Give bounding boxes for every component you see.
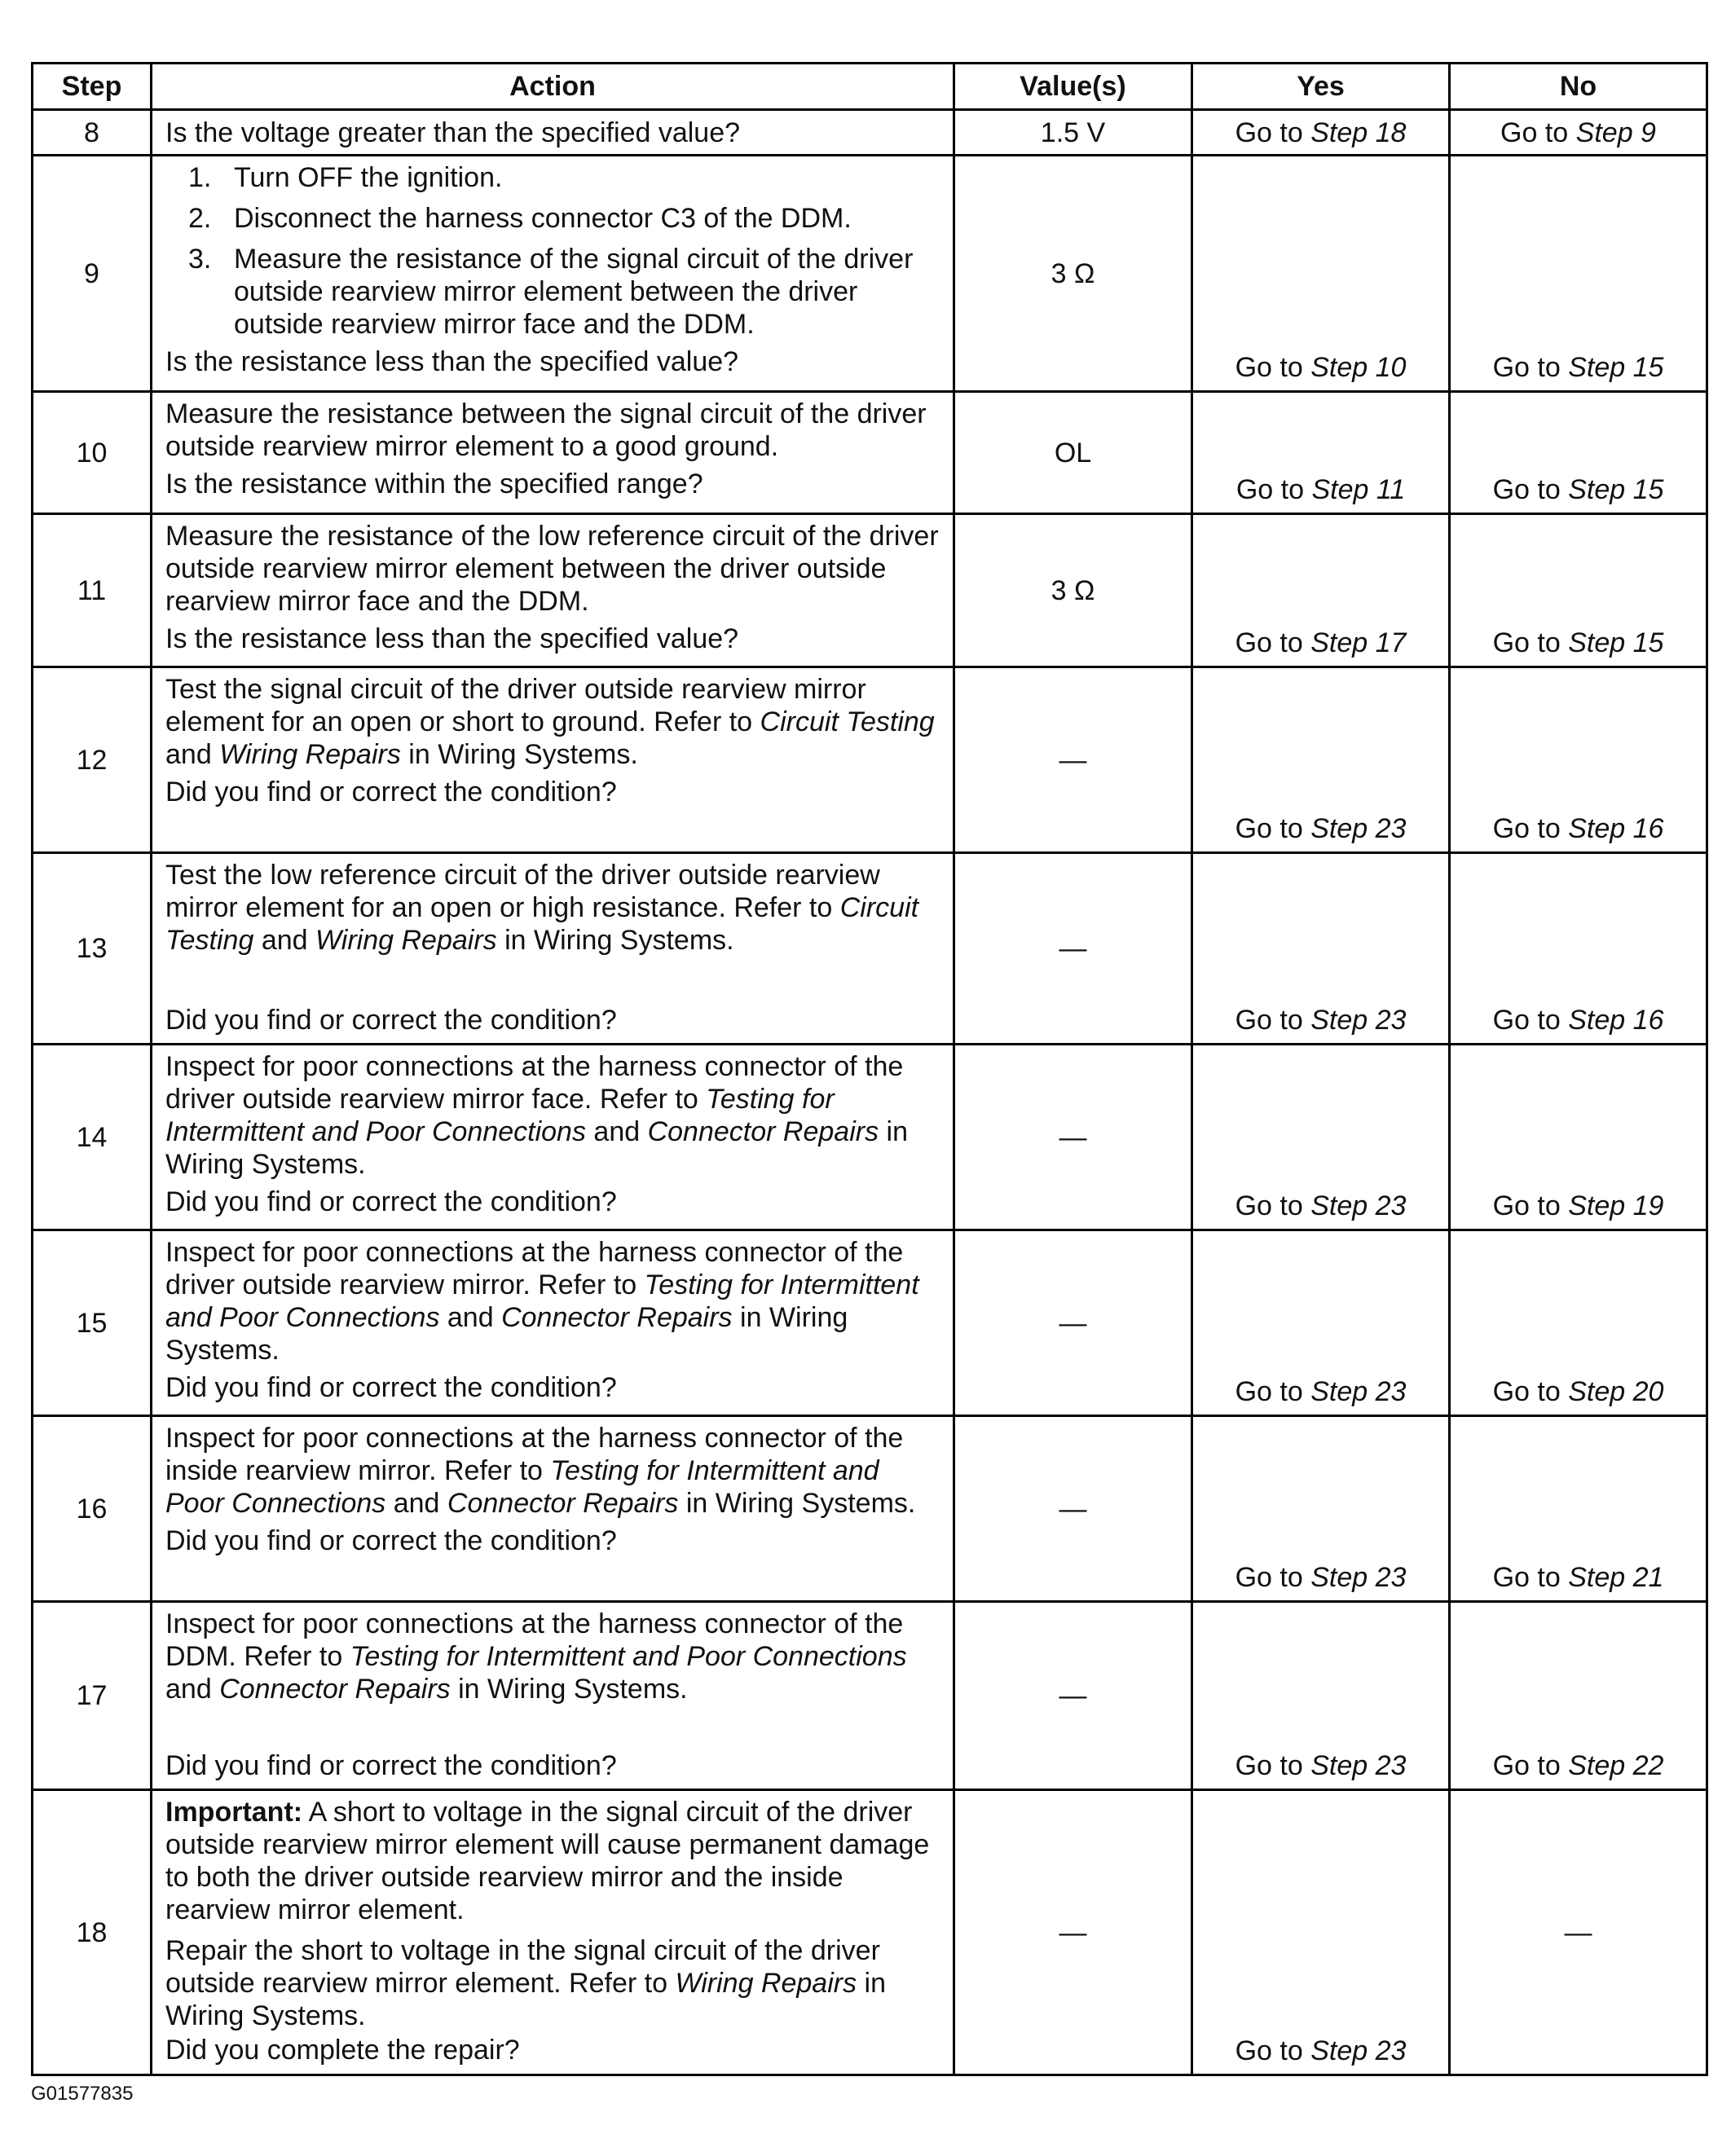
- action-text: [165, 673, 941, 771]
- yes-cell: [1192, 1230, 1450, 1416]
- no-cell: [1450, 110, 1707, 156]
- text-run: in Wiring Systems.: [165, 1302, 848, 1366]
- value-cell: 1.5 V: [954, 110, 1192, 156]
- yes-cell: [1192, 514, 1450, 667]
- text-run: Inspect for poor connections at the harness connector of the DDM. Refer to: [165, 1608, 904, 1672]
- goto-step-link[interactable]: Step 16: [1568, 1005, 1664, 1036]
- list-text: Measure the resistance of the signal circuit of the driver outside rearview mirror element between the driver outside rearview mirror face and the DDM.: [234, 244, 914, 340]
- goto-prefix: Go to: [1500, 117, 1569, 148]
- action-question: Is the resistance within the specified range?: [165, 469, 703, 499]
- action-text: [165, 1050, 941, 1181]
- list-text: Turn OFF the ignition.: [234, 162, 503, 193]
- action-steps-list: [165, 161, 941, 341]
- text-run: Inspect for poor connections at the harness connector of the inside rearview mirror. Refer to: [165, 1423, 904, 1486]
- list-item: [165, 161, 941, 194]
- goto-step-link[interactable]: Step 16: [1568, 813, 1664, 844]
- action-body: [165, 1050, 941, 1181]
- goto-prefix: Go to: [1492, 1005, 1561, 1036]
- reference-link[interactable]: Testing for Intermittent and Poor Connections: [165, 1084, 835, 1147]
- goto-prefix: Go to: [1492, 627, 1561, 658]
- goto-step-link[interactable]: Step 23: [1310, 813, 1407, 844]
- action-body: [165, 859, 941, 999]
- goto-prefix: Go to: [1235, 627, 1303, 658]
- table-row: [33, 1416, 1707, 1602]
- text-run: Repair the short to voltage in the signal circuit of the driver outside rearview mirror element. Refer to: [165, 1935, 880, 1999]
- text-run: and: [165, 1674, 220, 1705]
- action-question: Did you complete the repair?: [165, 2035, 520, 2066]
- goto-step-link[interactable]: Step 21: [1568, 1562, 1664, 1593]
- yes-cell: [1192, 156, 1450, 392]
- no-cell: [1450, 1045, 1707, 1230]
- action-question: Did you find or correct the condition?: [165, 1186, 617, 1217]
- action-text: [165, 1608, 941, 1705]
- no-cell: [1450, 156, 1707, 392]
- action-cell: [152, 1790, 954, 2075]
- action-cell: [152, 1602, 954, 1790]
- yes-cell: [1192, 853, 1450, 1045]
- text-run: Test the signal circuit of the driver outside rearview mirror element for an open or short to ground. Refer to: [165, 674, 866, 737]
- table-row: [33, 853, 1707, 1045]
- goto-step-link[interactable]: Step 15: [1568, 474, 1664, 505]
- goto-step-link[interactable]: Step 11: [1311, 474, 1406, 505]
- step-number: 16: [33, 1416, 152, 1602]
- list-number: 3.: [188, 244, 212, 275]
- goto-prefix: Go to: [1235, 1562, 1303, 1593]
- action-question: Is the resistance less than the specified value?: [165, 623, 739, 654]
- action-question: Did you find or correct the condition?: [165, 1372, 617, 1403]
- action-cell: [152, 156, 954, 392]
- action-question: Is the resistance less than the specified value?: [165, 346, 739, 377]
- yes-cell: [1192, 1602, 1450, 1790]
- yes-cell: [1192, 110, 1450, 156]
- list-number: 2.: [188, 203, 212, 234]
- value-cell: —: [954, 1045, 1192, 1230]
- goto-prefix: Go to: [1492, 1190, 1561, 1221]
- action-cell: [152, 392, 954, 514]
- text-run: and: [585, 1116, 648, 1147]
- reference-link[interactable]: Circuit Testing: [165, 892, 919, 956]
- goto-step-link[interactable]: Step 23: [1310, 1376, 1407, 1407]
- table-row: [33, 1230, 1707, 1416]
- text-run: in Wiring Systems.: [400, 739, 638, 770]
- header-step: Step: [33, 64, 152, 110]
- goto-step-link[interactable]: Step 23: [1310, 1562, 1407, 1593]
- header-no: No: [1450, 64, 1707, 110]
- reference-link[interactable]: Testing for Intermittent and Poor Connections: [350, 1641, 907, 1672]
- reference-link[interactable]: Testing for Intermittent and Poor Connections: [165, 1455, 879, 1519]
- table-row: [33, 667, 1707, 853]
- text-run: in Wiring Systems.: [678, 1488, 916, 1519]
- action-text: [165, 1934, 941, 2032]
- action-body: [165, 1422, 941, 1520]
- goto-prefix: Go to: [1492, 1750, 1561, 1781]
- action-text: Measure the resistance of the low reference circuit of the driver outside rearview mirror element between the driver outside rearview mirror face and the DDM.: [165, 521, 939, 617]
- goto-step-link[interactable]: Step 18: [1310, 117, 1407, 148]
- goto-step-link[interactable]: Step 23: [1310, 1005, 1407, 1036]
- list-item: [165, 243, 941, 341]
- action-text: [165, 1422, 941, 1520]
- text-run: and: [439, 1302, 502, 1333]
- value-cell: 3 Ω: [954, 514, 1192, 667]
- goto-step-link[interactable]: Step 23: [1310, 1190, 1407, 1221]
- text-run: and: [253, 925, 315, 956]
- goto-prefix: Go to: [1235, 117, 1303, 148]
- goto-prefix: Go to: [1235, 1190, 1303, 1221]
- step-number: 9: [33, 156, 152, 392]
- no-cell: —: [1450, 1790, 1707, 2075]
- action-question: Did you find or correct the condition?: [165, 1525, 617, 1556]
- yes-cell: [1192, 1416, 1450, 1602]
- action-cell: [152, 1045, 954, 1230]
- no-cell: [1450, 514, 1707, 667]
- goto-prefix: Go to: [1235, 1376, 1303, 1407]
- action-question: Did you find or correct the condition?: [165, 1750, 617, 1781]
- step-number: 14: [33, 1045, 152, 1230]
- goto-step-link[interactable]: Step 23: [1310, 1750, 1407, 1781]
- text-run: Inspect for poor connections at the harness connector of the driver outside rearview mirror. Refer to: [165, 1237, 904, 1300]
- reference-link[interactable]: Circuit Testing: [760, 706, 935, 737]
- reference-link[interactable]: Wiring Repairs: [315, 925, 497, 956]
- action-cell: [152, 110, 954, 156]
- text-run: Test the low reference circuit of the driver outside rearview mirror element for an open or high resistance. Refer to: [165, 860, 880, 923]
- header-values: Value(s): [954, 64, 1192, 110]
- value-cell: —: [954, 1790, 1192, 2075]
- table-row: [33, 156, 1707, 392]
- reference-link[interactable]: Testing for Intermittent and Poor Connections: [165, 1269, 919, 1333]
- diagnostic-table: [31, 62, 1708, 2076]
- header-action: Action: [152, 64, 954, 110]
- action-body: [165, 1608, 941, 1745]
- goto-prefix: Go to: [1492, 352, 1561, 383]
- text-run: in Wiring Systems.: [496, 925, 734, 956]
- important-text: A short to voltage in the signal circuit of the driver outside rearview mirror element will cause permanent damage to both the driver outside rearview mirror and the inside rearview mirror element.: [165, 1797, 930, 1925]
- value-cell: —: [954, 1230, 1192, 1416]
- list-number: 1.: [188, 162, 212, 193]
- goto-prefix: Go to: [1235, 2035, 1303, 2066]
- list-item: [165, 202, 941, 235]
- list-text: Disconnect the harness connector C3 of the DDM.: [234, 203, 852, 234]
- action-cell: [152, 1416, 954, 1602]
- action-body: [165, 161, 941, 341]
- table-row: [33, 392, 1707, 514]
- action-question: Is the voltage greater than the specified value?: [165, 117, 741, 148]
- action-text: Measure the resistance between the signal circuit of the driver outside rearview mirror element to a good ground.: [165, 398, 927, 462]
- table-row: [33, 1790, 1707, 2075]
- important-note: [165, 1796, 941, 1926]
- step-number: 13: [33, 853, 152, 1045]
- yes-cell: [1192, 667, 1450, 853]
- action-text: [165, 859, 941, 957]
- text-run: in Wiring Systems.: [450, 1674, 688, 1705]
- goto-step-link[interactable]: Step 20: [1568, 1376, 1664, 1407]
- goto-step-link[interactable]: Step 9: [1575, 117, 1656, 148]
- action-text: [165, 1236, 941, 1366]
- goto-prefix: Go to: [1492, 813, 1561, 844]
- action-body: [165, 398, 941, 463]
- action-body: [165, 520, 941, 618]
- step-number: 11: [33, 514, 152, 667]
- step-number: 10: [33, 392, 152, 514]
- text-run: in Wiring Systems.: [165, 1968, 887, 2031]
- yes-cell: [1192, 1045, 1450, 1230]
- text-run: Inspect for poor connections at the harness connector of the driver outside rearview mirror face. Refer to: [165, 1051, 904, 1115]
- goto-step-link[interactable]: Step 15: [1568, 352, 1664, 383]
- action-body: [165, 1796, 941, 2032]
- text-run: in Wiring Systems.: [165, 1116, 908, 1180]
- reference-link[interactable]: Wiring Repairs: [219, 739, 401, 770]
- goto-prefix: Go to: [1492, 474, 1561, 505]
- action-question: Did you find or correct the condition?: [165, 777, 617, 807]
- goto-prefix: Go to: [1235, 1750, 1303, 1781]
- goto-prefix: Go to: [1235, 352, 1303, 383]
- goto-step-link[interactable]: Step 17: [1310, 627, 1407, 658]
- action-question: Did you find or correct the condition?: [165, 1005, 617, 1036]
- value-cell: —: [954, 667, 1192, 853]
- header-row: [33, 64, 1707, 110]
- value-cell: —: [954, 1416, 1192, 1602]
- action-body: [165, 673, 941, 771]
- value-cell: 3 Ω: [954, 156, 1192, 392]
- no-cell: [1450, 1602, 1707, 1790]
- action-cell: [152, 667, 954, 853]
- step-number: 8: [33, 110, 152, 156]
- goto-step-link[interactable]: Step 10: [1310, 352, 1407, 383]
- action-cell: [152, 853, 954, 1045]
- table-row: [33, 514, 1707, 667]
- goto-prefix: Go to: [1492, 1562, 1561, 1593]
- no-cell: [1450, 667, 1707, 853]
- step-number: 12: [33, 667, 152, 853]
- table-row: [33, 110, 1707, 156]
- goto-prefix: Go to: [1235, 474, 1305, 505]
- action-body: [165, 1236, 941, 1366]
- goto-step-link[interactable]: Step 19: [1568, 1190, 1664, 1221]
- action-cell: [152, 514, 954, 667]
- no-cell: [1450, 1416, 1707, 1602]
- table-row: [33, 1602, 1707, 1790]
- goto-step-link[interactable]: Step 23: [1310, 2035, 1407, 2066]
- step-number: 15: [33, 1230, 152, 1416]
- reference-link[interactable]: Wiring Repairs: [675, 1968, 857, 1999]
- table-row: [33, 1045, 1707, 1230]
- goto-prefix: Go to: [1235, 1005, 1303, 1036]
- goto-step-link[interactable]: Step 15: [1568, 627, 1664, 658]
- value-cell: —: [954, 853, 1192, 1045]
- no-cell: [1450, 853, 1707, 1045]
- no-cell: [1450, 392, 1707, 514]
- goto-prefix: Go to: [1492, 1376, 1561, 1407]
- text-run: and: [385, 1488, 447, 1519]
- important-label: Important:: [165, 1797, 303, 1828]
- reference-link[interactable]: Connector Repairs: [219, 1674, 451, 1705]
- step-number: 17: [33, 1602, 152, 1790]
- goto-step-link[interactable]: Step 22: [1568, 1750, 1664, 1781]
- value-cell: —: [954, 1602, 1192, 1790]
- reference-link[interactable]: Connector Repairs: [501, 1302, 733, 1333]
- action-cell: [152, 1230, 954, 1416]
- text-run: and: [165, 739, 220, 770]
- header-yes: Yes: [1192, 64, 1450, 110]
- goto-prefix: Go to: [1235, 813, 1303, 844]
- figure-id: G01577835: [31, 2083, 134, 2105]
- yes-cell: [1192, 392, 1450, 514]
- value-cell: OL: [954, 392, 1192, 514]
- no-cell: [1450, 1230, 1707, 1416]
- reference-link[interactable]: Connector Repairs: [447, 1488, 679, 1519]
- reference-link[interactable]: Connector Repairs: [647, 1116, 879, 1147]
- step-number: 18: [33, 1790, 152, 2075]
- yes-cell: [1192, 1790, 1450, 2075]
